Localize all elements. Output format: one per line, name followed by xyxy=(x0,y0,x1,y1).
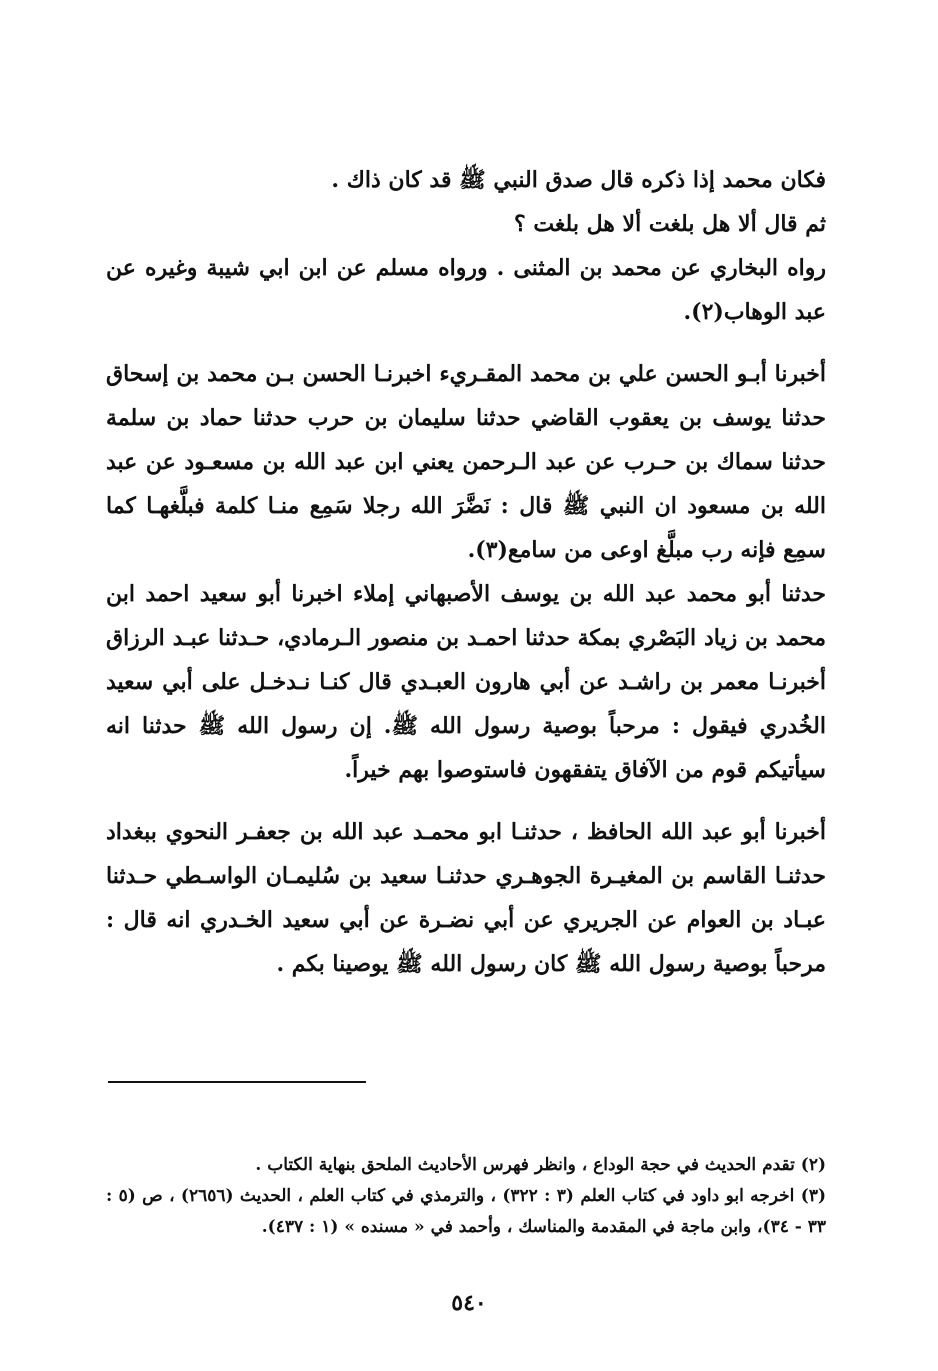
paragraph-gap xyxy=(106,792,826,810)
footnote-2: (٢) تقدم الحديث في حجة الوداع ، وانظر فهرس الأحاديث الملحق بنهاية الكتاب . xyxy=(255,1155,826,1175)
paragraph-gap xyxy=(106,334,826,352)
main-text xyxy=(106,158,826,986)
paragraph-6: أخبرنا أبو عبد الله الحافظ ، حدثنـا ابو محمـد عبد الله بن جعفـر النحوي ببغداد حدثنـا القاسم بن المغيـرة الجوهـري حدثنـا سعيد بن سُليمـان الواسـطي حـدثنا عبـاد بن العوام عن الجريري عن أبي نضـرة عن أبي سعيد الخـدري انه قال : مرحباً بوصية رسول الله ﷺ كان رسول الله ﷺ يوصينا بكم . xyxy=(106,819,826,977)
footnotes xyxy=(106,1150,826,1243)
paragraph-4: أخبرنا أبـو الحسن علي بن محمد المقـريء اخبرنـا الحسن بـن محمد بن إسحاق حدثنا يوسف بن يعقوب القاضي حدثنا سليمان بن حرب حدثنا حماد بن سلمة حدثنا سماك بن حـرب عن عبد الـرحمن يعني ابن عبد الله بن مسعـود عن عبد الله بن مسعود ان النبي ﷺ قال : نَضَّرَ الله رجلا سَمِع منـا كلمة فبلَّغهـا كما سمِع فإنه رب مبلَّغ اوعى من سامع(٣). xyxy=(106,361,826,563)
paragraph-2: ثم قال ألا هل بلغت ألا هل بلغت ؟ xyxy=(513,211,826,237)
page-number: ٥٤٠ xyxy=(451,1290,487,1316)
paragraph-3: رواه البخاري عن محمد بن المثنى . ورواه مسلم عن ابن ابي شيبة وغيره عن عبد الوهاب(٢). xyxy=(106,255,826,325)
footnote-divider xyxy=(108,1081,366,1083)
paragraph-5: حدثنا أبو محمد عبد الله بن يوسف الأصبهاني إملاء اخبرنا أبو سعيد احمد ابن محمد بن زياد البَصْري بمكة حدثنا احمـد بن منصور الـرمادي، حـدثنا عبـد الرزاق أخبرنـا معمر بن راشـد عن أبي هارون العبـدي قال كنـا نـدخـل على أبي سعيد الخُدري فيقول : مرحباً بوصية رسول الله ﷺ. إن رسول الله ﷺ حدثنا انه سيأتيكم قوم من الآفاق يتفقهون فاستوصوا بهم خيراً. xyxy=(106,581,826,783)
paragraph-1: فكان محمد إذا ذكره قال صدق النبي ﷺ قد كان ذاك . xyxy=(331,167,826,193)
footnote-3: (٣) اخرجه ابو داود في كتاب العلم (٣ : ٣٢٢) ، والترمذي في كتاب العلم ، الحديث (٢٦٥٦) ، ص (٥ : ٣٣ - ٣٤)، وابن ماجة في المقدمة والمناسك ، وأحمد في « مسنده » (١ : ٤٣٧). xyxy=(106,1186,826,1237)
